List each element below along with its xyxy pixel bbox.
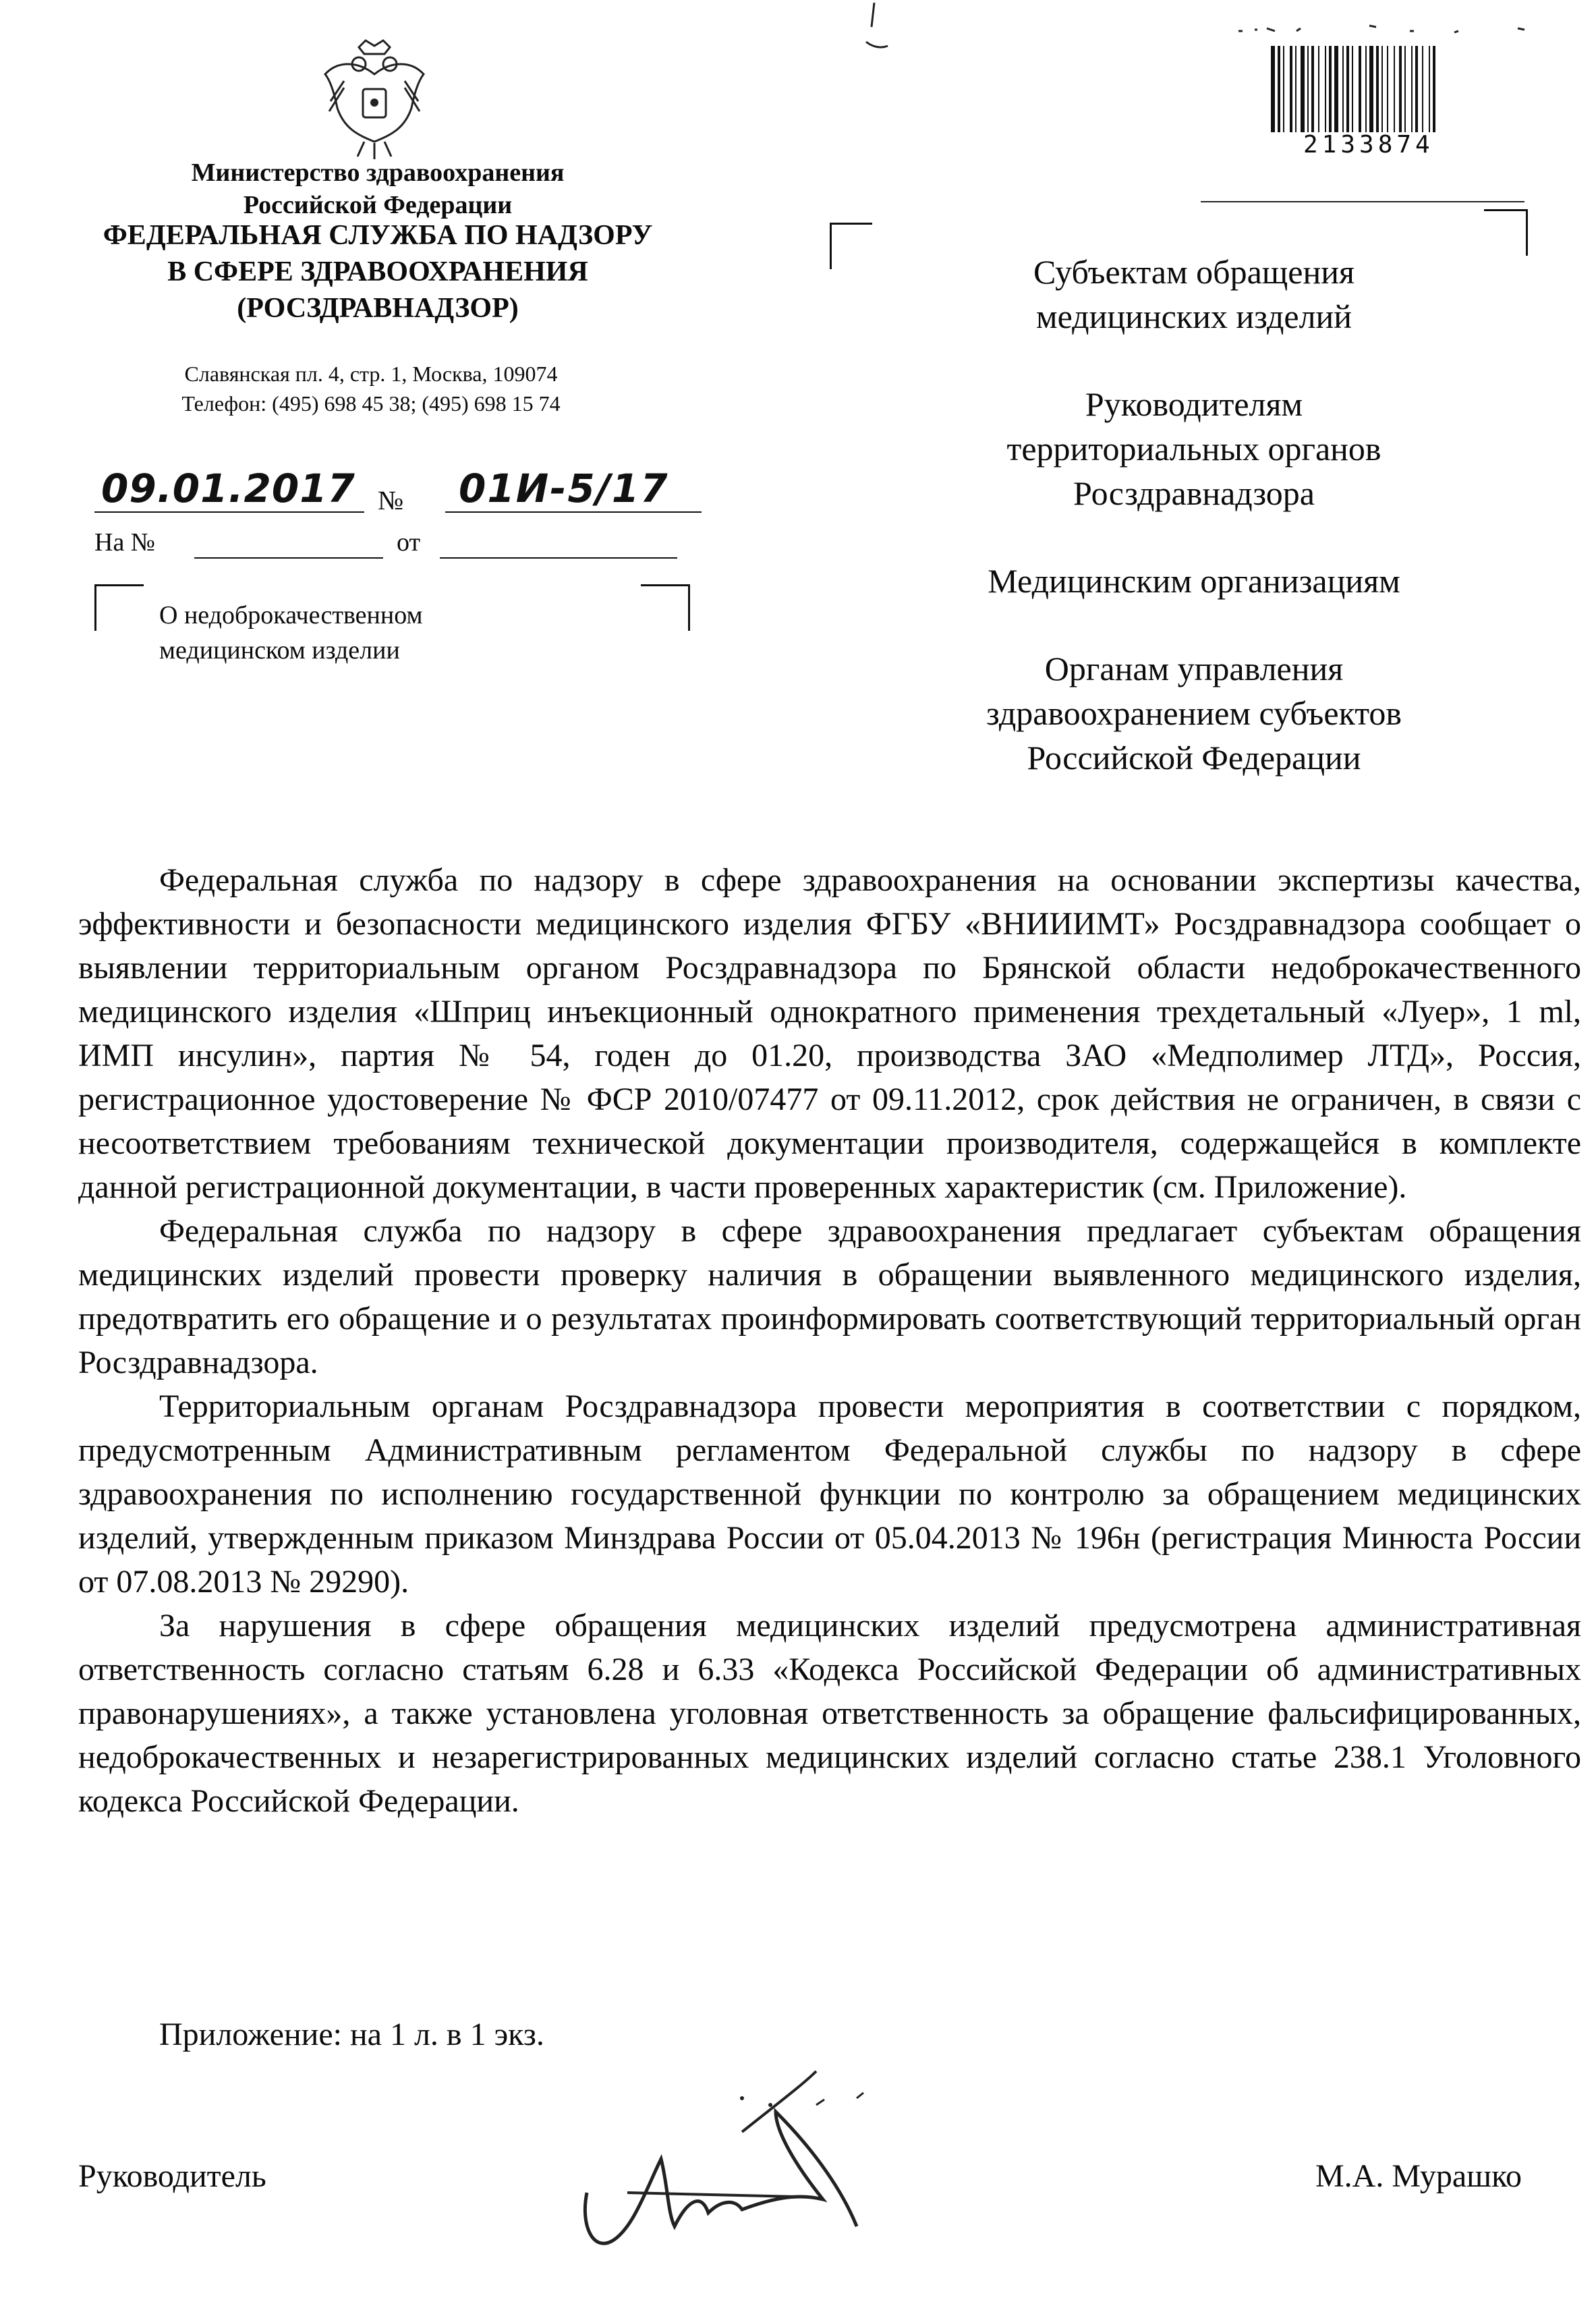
signatory-name: М.А. Мурашко xyxy=(1315,2158,1522,2194)
barcode-icon xyxy=(1268,46,1468,139)
ministry-line-1: Министерство здравоохранения xyxy=(191,159,565,187)
service-line-3: (РОСЗДРАВНАДЗОР) xyxy=(237,293,519,324)
registration-date: 09.01.2017 xyxy=(101,466,355,511)
from-line xyxy=(440,557,677,559)
addressee-line: Руководителям xyxy=(1085,385,1303,423)
date-underline xyxy=(94,511,364,513)
number-underline xyxy=(445,511,702,513)
barcode-rule xyxy=(1201,201,1524,202)
addressee-line: территориальных органов xyxy=(1006,430,1381,468)
letter-body xyxy=(78,858,1581,1823)
scan-mark-icon xyxy=(857,0,897,61)
addressee-block xyxy=(897,250,1491,823)
addressee-line: Российской Федерации xyxy=(1027,739,1361,777)
addressee-line: медицинских изделий xyxy=(1035,298,1352,335)
reply-to-line xyxy=(194,557,383,559)
ministry-name xyxy=(135,157,621,221)
body-paragraph: За нарушения в сфере обращения медицинских изделий предусмотрена административная ответственность согласно статьям 6.28 и 6.33 «Кодекса Российской Федерации об административных правонарушениях», а также установлена уголовная ответственность за обращение фальсифицированных, недоброкачественных и незарегистрированных медицинских изделий согласно статье 238.1 Уголовного кодекса Российской Федерации. xyxy=(78,1608,1581,1819)
number-sign: № xyxy=(378,485,404,515)
subject-line-1: О недоброкачественном xyxy=(159,601,423,629)
registration-number: 01И-5/17 xyxy=(459,466,669,511)
letter-subject xyxy=(159,598,564,668)
service-name xyxy=(81,217,675,327)
letterhead-address xyxy=(101,359,641,418)
from-label: от xyxy=(397,528,421,557)
service-line-1: ФЕДЕРАЛЬНАЯ СЛУЖБА ПО НАДЗОРУ xyxy=(103,220,653,251)
addressee-group xyxy=(897,382,1491,515)
service-line-2: В СФЕРЕ ЗДРАВООХРАНЕНИЯ xyxy=(167,256,588,287)
ministry-line-2: Российской Федерации xyxy=(243,191,513,219)
addressee-line: Органам управления xyxy=(1044,650,1344,687)
signatory-role: Руководитель xyxy=(78,2158,266,2194)
body-paragraph: Федеральная служба по надзору в сфере здравоохранения предлагает субъектам обращения медицинских изделий провести проверку наличия в обращении выявленного медицинского изделия, предотвратить его обращение и о результатах проинформировать соответствующий территориальный орган Росздравнадзора. xyxy=(78,1213,1581,1380)
addressee-bracket-left xyxy=(830,223,872,269)
subject-bracket-right xyxy=(641,584,690,631)
subject-bracket-left xyxy=(94,584,144,631)
scan-noise-icon xyxy=(1234,19,1545,39)
addressee-group xyxy=(897,646,1491,780)
addressee-bracket-right xyxy=(1484,209,1528,256)
addressee-group xyxy=(897,250,1491,339)
addressee-group xyxy=(897,559,1491,603)
barcode-number: 2133874 xyxy=(1303,131,1434,159)
subject-line-2: медицинском изделии xyxy=(159,636,400,665)
body-paragraph: Территориальным органам Росздравнадзора провести мероприятия в соответствии с порядком, предусмотренным Административным регламентом Федеральной службы по надзору в сфере здравоохранения по исполнению государственной функции по контролю за обращением медицинских изделий, утвержденным приказом Минздрава России от 05.04.2013 № 196н (регистрация Минюста России от 07.08.2013 № 29290). xyxy=(78,1388,1581,1600)
addressee-line: здравоохранением субъектов xyxy=(986,694,1402,732)
handwritten-signature xyxy=(573,2058,965,2260)
reply-to-label: На № xyxy=(94,528,156,557)
appendix-note: Приложение: на 1 л. в 1 экз. xyxy=(159,2017,544,2052)
phone-numbers: Телефон: (495) 698 45 38; (495) 698 15 74 xyxy=(181,391,561,416)
addressee-line: Медицинским организациям xyxy=(988,562,1400,600)
coat-of-arms-emblem xyxy=(317,34,432,162)
addressee-line: Росздравнадзора xyxy=(1073,474,1315,512)
addressee-line: Субъектам обращения xyxy=(1033,253,1355,291)
body-paragraph: Федеральная служба по надзору в сфере здравоохранения на основании экспертизы качества, эффективности и безопасности медицинского изделия ФГБУ «ВНИИИМТ» Росздравнадзора сообщает о выявлении территориальным органом Росздравнадзора по Брянской области недоброкачественного медицинского изделия «Шприц инъекционный однократного применения трехдетальный «Луер», 1 ml, ИМП инсулин», партия № 54, годен до 01.20, производства ЗАО «Медполимер ЛТД», Россия, регистрационное удостоверение № ФСР 2010/07477 от 09.11.2012, срок действия не ограничен, в связи с несоответствием требованиям технической документации производителя, содержащейся в комплекте данной регистрационной документации, в части проверенных характеристик (см. Приложение). xyxy=(78,862,1581,1205)
postal-address: Славянская пл. 4, стр. 1, Москва, 109074 xyxy=(184,362,558,386)
